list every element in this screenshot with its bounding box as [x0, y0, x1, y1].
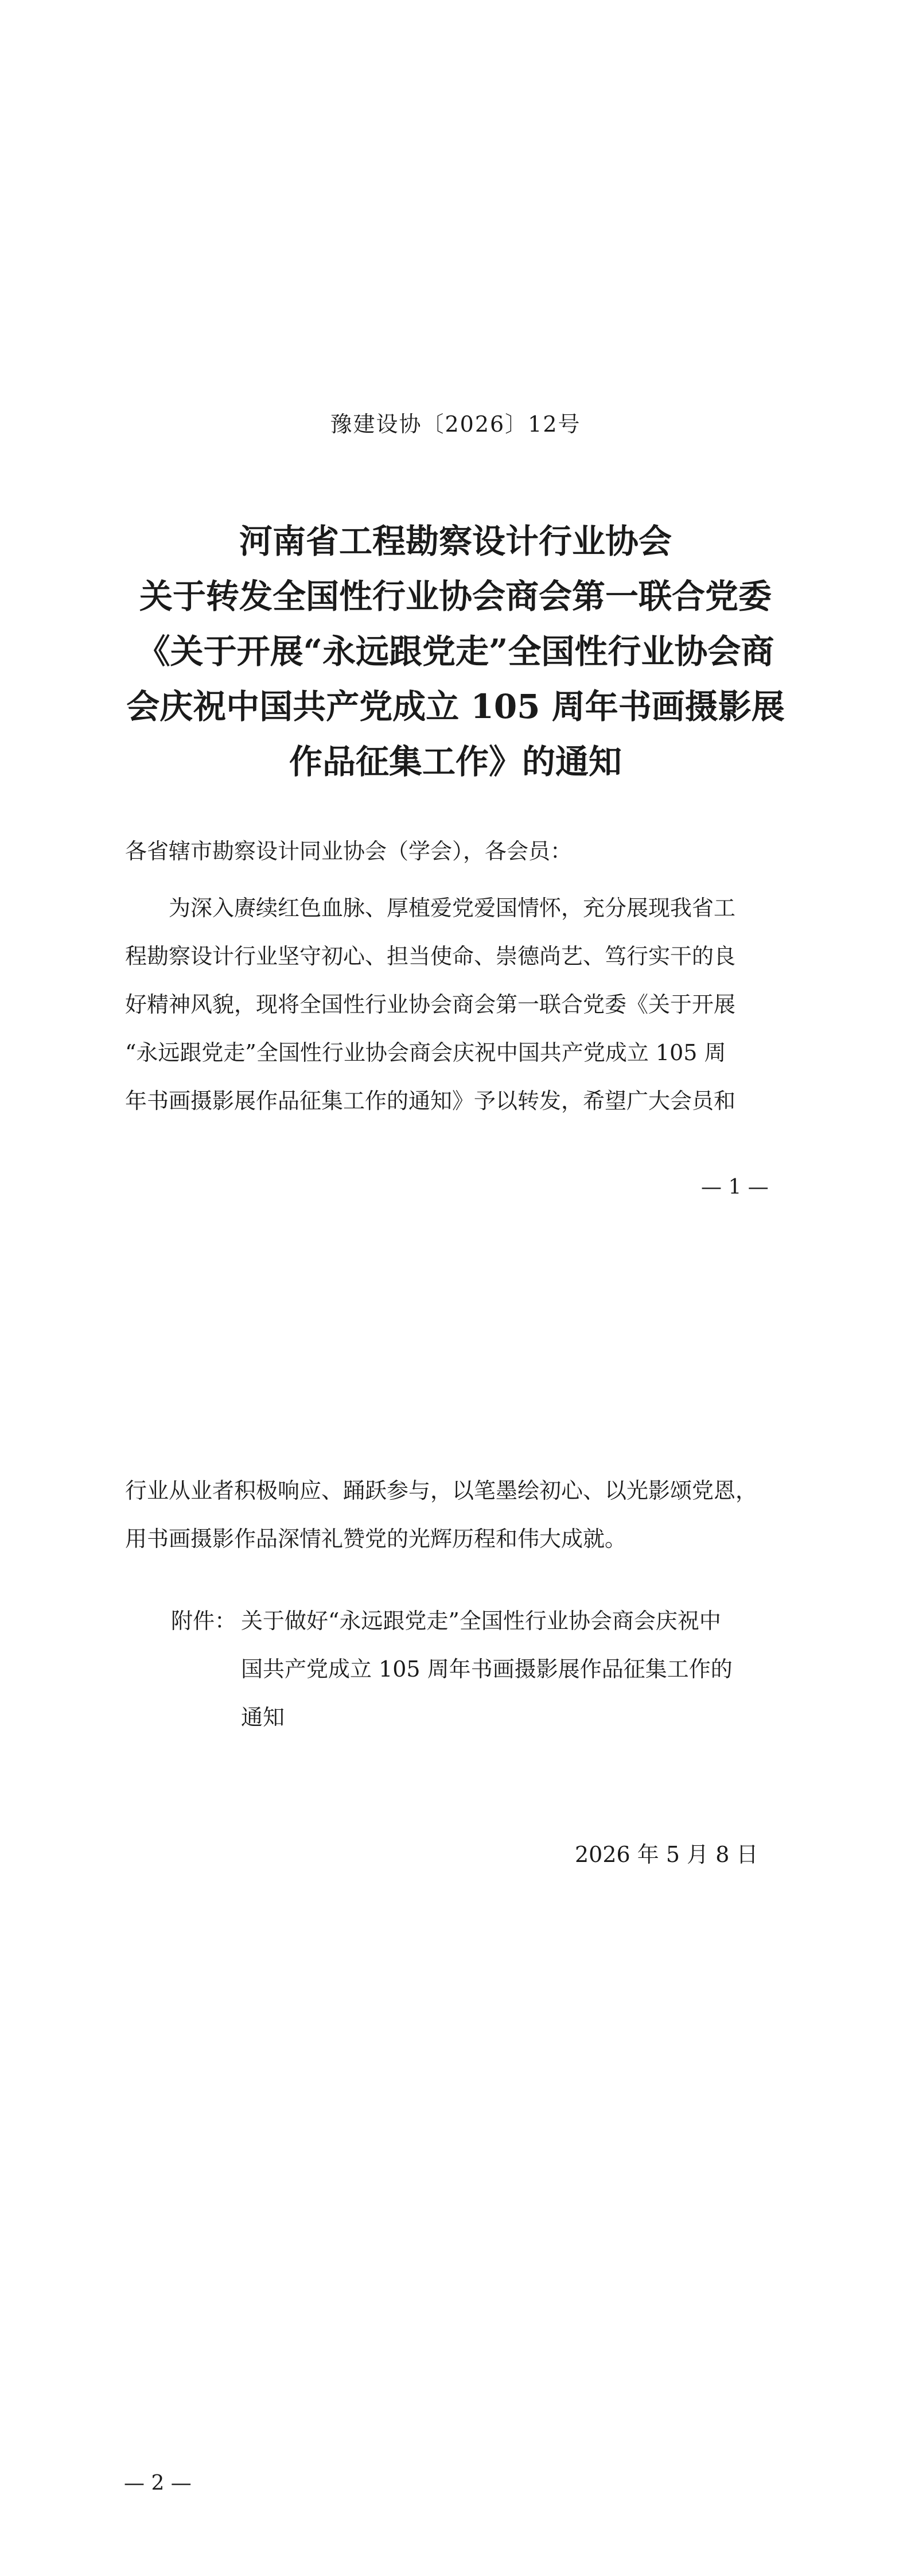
attachment-title: [241, 1597, 815, 1741]
attachment-line: 关于做好“永远跟党走”全国性行业协会商会庆祝中: [241, 1608, 721, 1634]
attachment-label: 附件：: [171, 1608, 237, 1634]
body-line: 程勘察设计行业坚守初心、担当使命、崇德尚艺、笃行实干的良: [125, 944, 736, 969]
title-line: 作品征集工作》的通知: [289, 742, 622, 781]
attachment-line: 通知: [241, 1705, 285, 1730]
page-number: — 2 —: [124, 2472, 192, 2495]
body-line: 好精神风貌，现将全国性行业协会商会第一联合党委《关于开展: [125, 992, 736, 1017]
title-line: 《关于开展“永远跟党走”全国性行业协会商: [137, 632, 774, 671]
body-paragraph: [125, 884, 796, 1125]
body-line: 行业从业者积极响应、踊跃参与，以笔墨绘初心、以光影颂党恩，: [125, 1478, 758, 1503]
title-line: 河南省工程勘察设计行业协会: [239, 522, 672, 561]
title-line: 会庆祝中国共产党成立 105 周年书画摄影展: [126, 687, 785, 726]
body-line: 为深入赓续红色血脉、厚植爱党爱国情怀，充分展现我省工: [169, 895, 736, 921]
title-line: 关于转发全国性行业协会商会第一联合党委: [139, 577, 772, 616]
page-number: — 1 —: [701, 1176, 769, 1199]
document-title: [115, 514, 796, 789]
body-line: “永远跟党走”全国性行业协会商会庆祝中国共产党成立 105 周: [125, 1040, 726, 1065]
body-paragraph-continuation: [125, 1467, 796, 1563]
document-number: 豫建设协〔2026〕12号: [330, 412, 581, 437]
attachment-line: 国共产党成立 105 周年书画摄影展作品征集工作的: [241, 1656, 733, 1682]
body-line: 用书画摄影作品深情礼赞党的光辉历程和伟大成就。: [125, 1526, 627, 1551]
signature-date: 2026 年 5 月 8 日: [575, 1842, 758, 1867]
salutation: 各省辖市勘察设计同业协会（学会），各会员：: [125, 839, 573, 864]
body-line: 年书画摄影展作品征集工作的通知》予以转发，希望广大会员和: [125, 1088, 736, 1114]
